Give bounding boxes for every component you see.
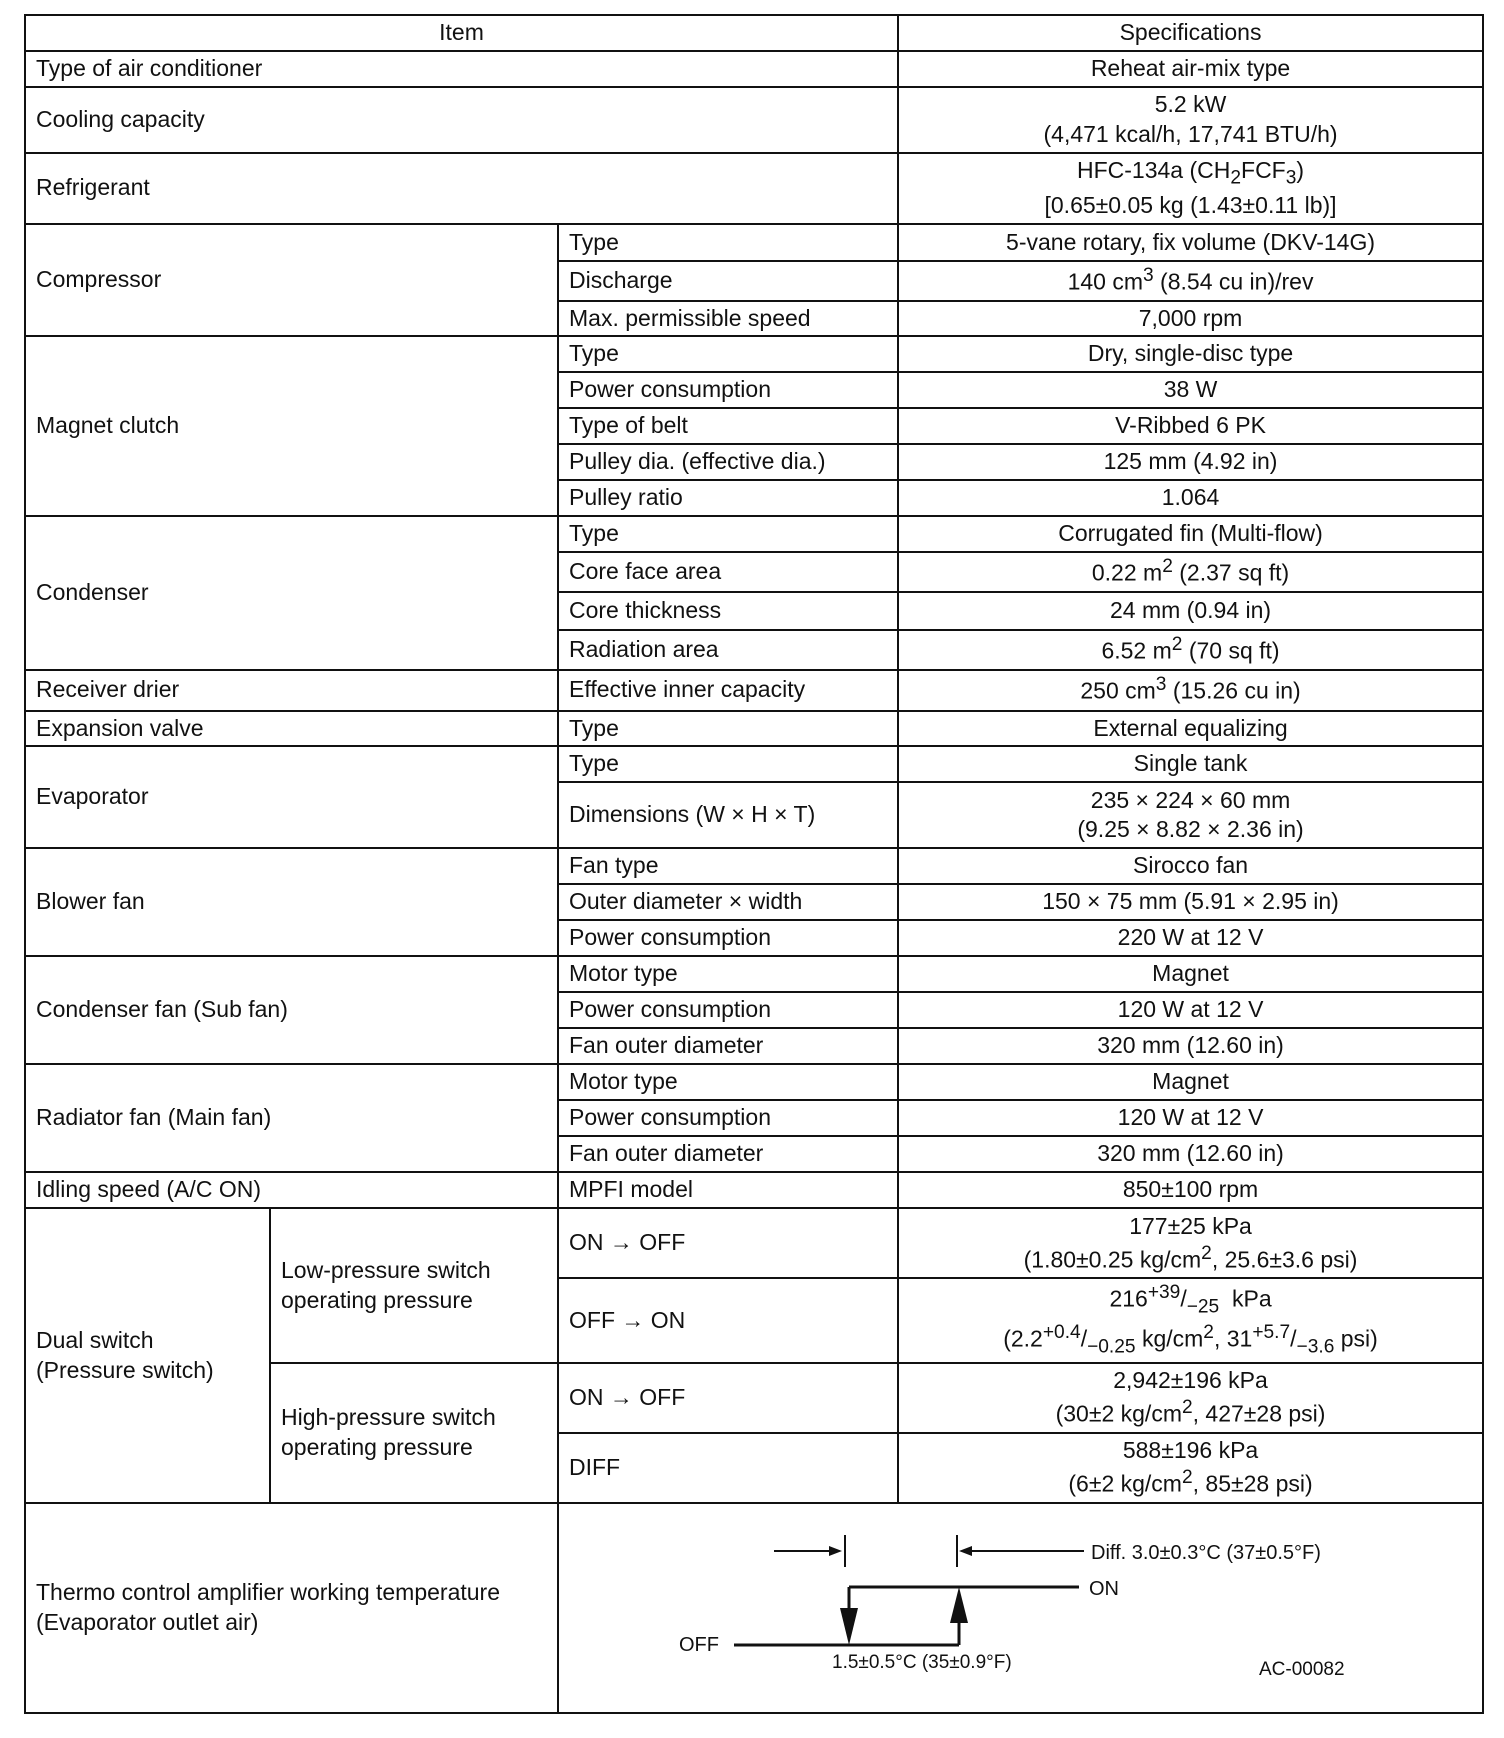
text: (70 sq ft) (1182, 637, 1280, 664)
table-row (25, 1172, 1483, 1208)
radiator-fan-item-label: Motor type (558, 1064, 898, 1100)
evaporator-dimensions-line2: (9.25 × 8.82 × 2.36 in) (1077, 816, 1304, 843)
row-label-compressor: Compressor (25, 224, 558, 336)
text: kPa (1219, 1286, 1272, 1313)
subscript: −0.25 (1087, 1335, 1136, 1357)
row-label-type-ac: Type of air conditioner (25, 51, 898, 87)
cooling-spec-line2: (4,471 kcal/h, 17,741 BTU/h) (1043, 120, 1338, 147)
text: , 25.6±3.6 psi) (1211, 1246, 1358, 1273)
radiator-fan-item-label: Fan outer diameter (558, 1136, 898, 1172)
diff-line1: 588±196 kPa (1122, 1437, 1259, 1464)
row-label-cooling: Cooling capacity (25, 87, 898, 153)
magnet-clutch-item-label: Type (558, 336, 898, 372)
thermo-diagram-cell (558, 1503, 1483, 1713)
table-header-row (25, 15, 1483, 51)
text: (2.2 (1003, 1325, 1043, 1352)
compressor-type-spec: 5-vane rotary, fix volume (DKV-14G) (898, 224, 1483, 261)
magnet-clutch-item-spec: Dry, single-disc type (898, 336, 1483, 372)
blower-item-spec: 220 W at 12 V (898, 920, 1483, 956)
condenser-fan-item-spec: Magnet (898, 956, 1483, 992)
blower-item-spec: Sirocco fan (898, 848, 1483, 884)
condenser-type-spec: Corrugated fin (Multi-flow) (898, 516, 1483, 552)
radiator-fan-item-spec: Magnet (898, 1064, 1483, 1100)
table-row (25, 956, 1483, 992)
dual-switch-label-line2: (Pressure switch) (36, 1356, 214, 1383)
row-label-condenser-fan: Condenser fan (Sub fan) (25, 956, 558, 1064)
evaporator-dimensions-spec (898, 782, 1483, 848)
text: (30±2 kg/cm (1055, 1400, 1182, 1427)
radiator-fan-item-spec: 120 W at 12 V (898, 1100, 1483, 1136)
text: kg/cm (1135, 1325, 1204, 1352)
condenser-type-label: Type (558, 516, 898, 552)
idling-spec: 850±100 rpm (898, 1172, 1483, 1208)
row-label-dual-switch (25, 1208, 270, 1502)
low-on-off-spec (898, 1208, 1483, 1278)
low-on-off-line2 (909, 1242, 1472, 1276)
table-row (25, 516, 1483, 552)
row-label-blower-fan: Blower fan (25, 848, 558, 956)
text: , 427±28 psi) (1192, 1400, 1326, 1427)
dual-switch-label-line1: Dual switch (36, 1326, 154, 1353)
subscript: −3.6 (1296, 1335, 1335, 1357)
table-row (25, 1208, 1483, 1278)
text: 6.52 m (1101, 637, 1172, 664)
table-row (25, 87, 1483, 153)
magnet-clutch-item-label: Pulley ratio (558, 480, 898, 516)
temperature-label: 1.5±0.5°C (35±0.9°F) (832, 1651, 1012, 1673)
high-on-off-label: ON → OFF (558, 1363, 898, 1433)
table-row (25, 848, 1483, 884)
blower-item-label: Fan type (558, 848, 898, 884)
low-on-off-line1: 177±25 kPa (1129, 1212, 1252, 1239)
text: , 31 (1213, 1325, 1253, 1352)
compressor-discharge-label: Discharge (558, 261, 898, 301)
subscript: 3 (1285, 167, 1297, 189)
high-pressure-switch-label (270, 1363, 558, 1503)
condenser-fan-item-spec: 120 W at 12 V (898, 992, 1483, 1028)
table-row (25, 1064, 1483, 1100)
low-off-on-line2 (909, 1321, 1472, 1360)
receiver-spec (898, 670, 1483, 711)
low-off-on-label: OFF → ON (558, 1278, 898, 1362)
low-pressure-switch-label (270, 1208, 558, 1362)
text: HFC-134a (CH (1076, 156, 1231, 183)
superscript: 3 (1143, 264, 1154, 286)
low-pressure-label-line2: operating pressure (281, 1286, 473, 1313)
thermo-label-line2: (Evaporator outlet air) (36, 1608, 259, 1635)
blower-item-label: Power consumption (558, 920, 898, 956)
low-off-on-spec (898, 1278, 1483, 1362)
superscript: 2 (1181, 1396, 1193, 1418)
condenser-fan-item-label: Motor type (558, 956, 898, 992)
diff-line2 (909, 1466, 1472, 1500)
evaporator-type-label: Type (558, 746, 898, 782)
condenser-core-face-spec (898, 552, 1483, 592)
low-pressure-label-line1: Low-pressure switch (281, 1256, 491, 1283)
header-specifications: Specifications (898, 15, 1483, 51)
table-row (25, 1503, 1483, 1713)
radiator-fan-item-spec: 320 mm (12.60 in) (898, 1136, 1483, 1172)
row-label-condenser: Condenser (25, 516, 558, 669)
diff-label: Diff. 3.0±0.3°C (37±0.5°F) (1091, 1541, 1321, 1564)
high-on-off-spec (898, 1363, 1483, 1433)
compressor-speed-label: Max. permissible speed (558, 301, 898, 337)
table-row (25, 711, 1483, 747)
refrigerant-spec-line2: [0.65±0.05 kg (1.43±0.11 lb)] (1044, 192, 1337, 219)
magnet-clutch-item-label: Type of belt (558, 408, 898, 444)
high-pressure-label-line2: operating pressure (281, 1433, 473, 1460)
condenser-fan-item-spec: 320 mm (12.60 in) (898, 1028, 1483, 1064)
subscript: 2 (1230, 167, 1242, 189)
text: psi) (1334, 1325, 1378, 1352)
magnet-clutch-item-spec: V-Ribbed 6 PK (898, 408, 1483, 444)
diff-arrow-right (829, 1546, 842, 1556)
text: / (1290, 1325, 1297, 1352)
superscript: +0.4 (1042, 1321, 1081, 1343)
superscript: 2 (1201, 1242, 1212, 1264)
magnet-clutch-item-label: Power consumption (558, 372, 898, 408)
text: / (1080, 1325, 1088, 1352)
compressor-discharge-spec (898, 261, 1483, 301)
text: (6±2 kg/cm (1068, 1470, 1182, 1497)
compressor-speed-spec: 7,000 rpm (898, 301, 1483, 337)
high-on-off-line1: 2,942±196 kPa (1113, 1367, 1268, 1394)
text: 250 cm (1080, 677, 1156, 704)
text: , 85±28 psi) (1192, 1470, 1313, 1497)
text: (1.80±0.25 kg/cm (1023, 1246, 1202, 1273)
cooling-spec-line1: 5.2 kW (1154, 90, 1227, 117)
refrigerant-spec-line1 (909, 156, 1472, 192)
diagram-code: AC-00082 (1259, 1658, 1345, 1680)
condenser-radiation-label: Radiation area (558, 630, 898, 670)
diff-label: DIFF (558, 1433, 898, 1503)
radiator-fan-item-label: Power consumption (558, 1100, 898, 1136)
superscript: 2 (1162, 556, 1173, 578)
row-spec-cooling (898, 87, 1483, 153)
idling-sub-label: MPFI model (558, 1172, 898, 1208)
table-row (25, 746, 1483, 782)
text: FCF (1241, 156, 1286, 183)
expansion-spec: External equalizing (898, 711, 1483, 747)
row-label-radiator-fan: Radiator fan (Main fan) (25, 1064, 558, 1172)
low-on-off-label: ON → OFF (558, 1208, 898, 1278)
superscript: 2 (1181, 1466, 1193, 1488)
superscript: +39 (1147, 1282, 1181, 1304)
condenser-core-thickness-label: Core thickness (558, 592, 898, 630)
text: 140 cm (1067, 268, 1144, 295)
on-label: ON (1089, 1577, 1119, 1600)
magnet-clutch-item-label: Pulley dia. (effective dia.) (558, 444, 898, 480)
receiver-sub-label: Effective inner capacity (558, 670, 898, 711)
table-row (25, 670, 1483, 711)
condenser-core-thickness-spec: 24 mm (0.94 in) (898, 592, 1483, 630)
row-label-evaporator: Evaporator (25, 746, 558, 848)
high-on-off-line2 (909, 1396, 1472, 1430)
superscript: +5.7 (1252, 1321, 1291, 1343)
table-row (25, 224, 1483, 261)
expansion-sub-label: Type (558, 711, 898, 747)
magnet-clutch-item-spec: 125 mm (4.92 in) (898, 444, 1483, 480)
text: ) (1296, 156, 1305, 183)
superscript: 2 (1171, 633, 1183, 655)
text: 216 (1109, 1286, 1148, 1313)
row-spec-type-ac: Reheat air-mix type (898, 51, 1483, 87)
magnet-clutch-item-spec: 38 W (898, 372, 1483, 408)
row-label-thermo (25, 1503, 558, 1713)
off-label: OFF (679, 1633, 719, 1656)
evaporator-type-spec: Single tank (898, 746, 1483, 782)
high-pressure-label-line1: High-pressure switch (281, 1403, 496, 1430)
table-row (25, 153, 1483, 224)
superscript: 2 (1203, 1321, 1214, 1343)
table-row (25, 51, 1483, 87)
thermo-hysteresis-diagram (559, 1505, 1479, 1711)
diff-spec (898, 1433, 1483, 1503)
text: (8.54 cu in)/rev (1153, 268, 1314, 295)
superscript: 3 (1155, 674, 1167, 696)
evaporator-dimensions-line1: 235 × 224 × 60 mm (1090, 786, 1291, 813)
condenser-core-face-label: Core face area (558, 552, 898, 592)
row-label-receiver: Receiver drier (25, 670, 558, 711)
row-label-refrigerant: Refrigerant (25, 153, 898, 224)
compressor-type-label: Type (558, 224, 898, 261)
specifications-table (24, 14, 1484, 1714)
row-label-expansion: Expansion valve (25, 711, 558, 747)
text: (2.37 sq ft) (1172, 560, 1290, 587)
blower-item-spec: 150 × 75 mm (5.91 × 2.95 in) (898, 884, 1483, 920)
row-label-idling: Idling speed (A/C ON) (25, 1172, 558, 1208)
low-off-on-line1 (909, 1281, 1472, 1320)
on-transition-arrow (950, 1587, 968, 1623)
condenser-fan-item-label: Power consumption (558, 992, 898, 1028)
evaporator-dimensions-label: Dimensions (W × H × T) (558, 782, 898, 848)
thermo-label-line1: Thermo control amplifier working temperature (36, 1578, 501, 1605)
off-transition-arrow (840, 1608, 858, 1645)
header-item: Item (25, 15, 898, 51)
text: (15.26 cu in) (1166, 677, 1301, 704)
row-label-magnet-clutch: Magnet clutch (25, 336, 558, 516)
text: / (1180, 1286, 1187, 1313)
table-row (25, 336, 1483, 372)
magnet-clutch-item-spec: 1.064 (898, 480, 1483, 516)
condenser-fan-item-label: Fan outer diameter (558, 1028, 898, 1064)
row-spec-refrigerant (898, 153, 1483, 224)
blower-item-label: Outer diameter × width (558, 884, 898, 920)
text: 0.22 m (1091, 560, 1163, 587)
subscript: −25 (1186, 1296, 1220, 1318)
condenser-radiation-spec (898, 630, 1483, 670)
